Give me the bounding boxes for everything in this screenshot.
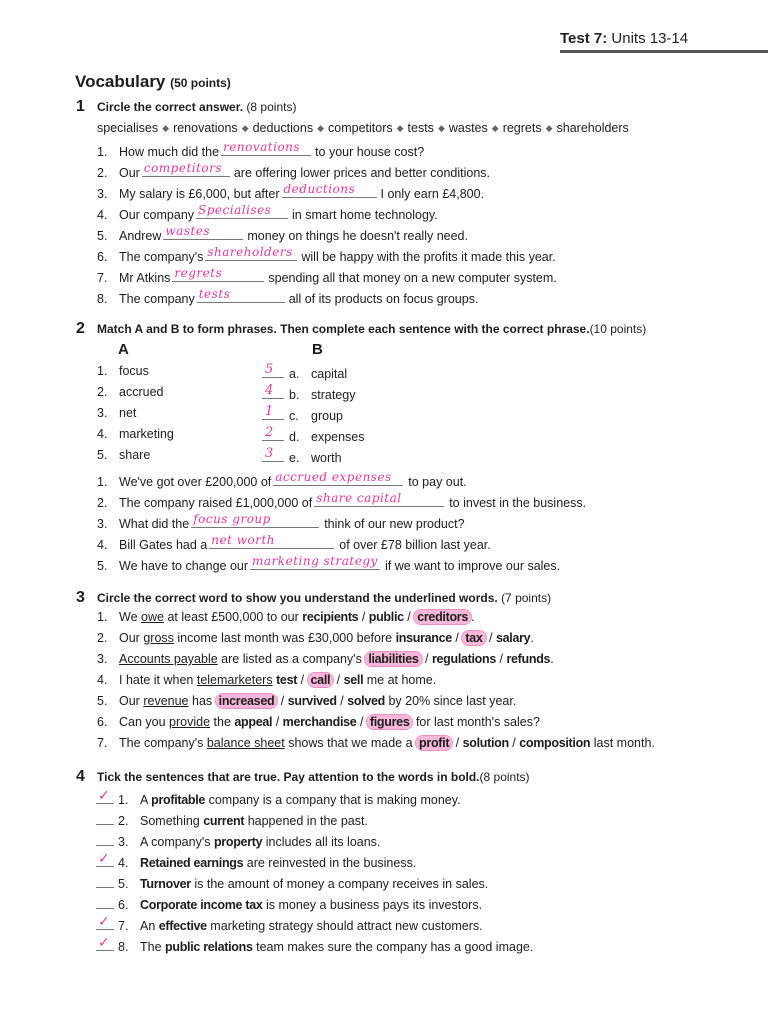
handwritten-answer: shareholders bbox=[207, 245, 293, 259]
word-separator-icon: ◆ bbox=[241, 123, 249, 134]
tick-icon: ✓ bbox=[98, 788, 110, 804]
bold-term: Turnover bbox=[140, 877, 191, 891]
item-number: 3. bbox=[97, 406, 108, 420]
item-text: income last month was £30,000 before bbox=[177, 631, 393, 645]
handwritten-answer: Specialises bbox=[198, 203, 272, 217]
section-1-points: (8 points) bbox=[246, 100, 297, 114]
item-number: 3. bbox=[97, 652, 108, 666]
item-text-before: Our bbox=[119, 166, 140, 180]
tick-box[interactable] bbox=[96, 812, 114, 825]
handwritten-match-number: 3 bbox=[265, 446, 274, 461]
answer-blank[interactable] bbox=[221, 142, 311, 156]
column-b-text: strategy bbox=[311, 388, 356, 402]
underlined-word: balance sheet bbox=[206, 736, 285, 750]
true-false-item bbox=[96, 851, 417, 870]
answer-blank[interactable] bbox=[273, 472, 403, 486]
handwritten-answer: share capital bbox=[316, 491, 402, 505]
item-number: 1. bbox=[97, 475, 108, 489]
fill-in-item bbox=[97, 142, 424, 159]
true-false-item bbox=[96, 812, 368, 828]
section-4-instruction-text: Tick the sentences that are true. Pay attention to the words in bold. bbox=[97, 770, 480, 784]
section-3-number: 3 bbox=[76, 589, 85, 606]
column-b-text: expenses bbox=[311, 430, 365, 444]
column-a-text: focus bbox=[119, 364, 149, 378]
bold-term: public relations bbox=[165, 940, 253, 954]
handwritten-answer: focus group bbox=[193, 512, 271, 526]
section-3-instruction bbox=[97, 591, 551, 605]
circled-option[interactable]: call bbox=[308, 673, 334, 687]
item-number: 1. bbox=[97, 364, 108, 378]
match-answer-blank[interactable] bbox=[262, 427, 284, 441]
item-number: 1. bbox=[118, 793, 129, 807]
answer-blank[interactable] bbox=[197, 289, 285, 303]
section-1-instruction bbox=[97, 100, 296, 114]
phrase-sentence bbox=[97, 556, 560, 573]
item-number: 3. bbox=[97, 187, 108, 201]
word-separator-icon: ◆ bbox=[162, 123, 170, 134]
column-a-text: net bbox=[119, 406, 137, 420]
item-number: 7. bbox=[97, 271, 108, 285]
fill-in-item bbox=[97, 163, 490, 180]
handwritten-answer: wastes bbox=[165, 224, 211, 238]
true-false-item bbox=[96, 935, 534, 954]
item-number: 4. bbox=[97, 673, 108, 687]
item-text: A bbox=[140, 793, 148, 807]
handwritten-answer: regrets bbox=[174, 266, 223, 280]
underlined-word: Accounts payable bbox=[119, 652, 218, 666]
match-answer-blank[interactable] bbox=[262, 385, 284, 399]
underlined-word: telemarketers bbox=[196, 673, 273, 687]
sentence-text-after: think of our new product? bbox=[324, 517, 465, 531]
answer-blank[interactable] bbox=[163, 226, 243, 240]
match-answer-blank[interactable] bbox=[262, 364, 284, 378]
item-text: last month. bbox=[593, 736, 655, 750]
circle-word-item: 4. I hate it when telemarketers test / call / sell me at home. bbox=[97, 673, 437, 687]
handwritten-answer: net worth bbox=[211, 533, 275, 547]
item-text: marketing strategy should attract new customers. bbox=[210, 919, 483, 933]
bold-term: current bbox=[203, 814, 245, 828]
circled-option[interactable]: tax bbox=[462, 631, 485, 645]
sentence-text-after: to invest in the business. bbox=[449, 496, 587, 510]
item-text: team makes sure the company has a good image. bbox=[256, 940, 534, 954]
column-b-item bbox=[262, 364, 347, 381]
tick-box[interactable] bbox=[96, 935, 114, 951]
fill-in-item bbox=[97, 247, 556, 264]
item-text-after: to your house cost? bbox=[315, 145, 425, 159]
word-bank-word: regrets bbox=[502, 121, 542, 135]
handwritten-match-number: 5 bbox=[265, 362, 274, 377]
item-text-after: money on things he doesn't really need. bbox=[247, 229, 468, 243]
item-text: An bbox=[140, 919, 156, 933]
tick-icon: ✓ bbox=[98, 851, 110, 867]
word-option[interactable]: salary bbox=[495, 631, 531, 645]
answer-blank[interactable] bbox=[209, 535, 334, 549]
true-false-item bbox=[96, 788, 461, 807]
item-text-after: spending all that money on a new computer system. bbox=[268, 271, 557, 285]
word-option[interactable]: sell bbox=[343, 673, 364, 687]
bold-term: profitable bbox=[151, 793, 206, 807]
item-number: 8. bbox=[118, 940, 129, 954]
word-option[interactable]: recipients bbox=[302, 610, 359, 624]
item-number: 6. bbox=[97, 715, 108, 729]
word-bank-word: renovations bbox=[173, 121, 238, 135]
bold-term: Corporate income tax bbox=[140, 898, 263, 912]
circle-word-item: 5. Our revenue has increased / survived / solved by 20% since last year. bbox=[97, 694, 517, 708]
answer-blank[interactable] bbox=[191, 514, 319, 528]
sentence-text-after: to pay out. bbox=[408, 475, 467, 489]
phrase-sentence bbox=[97, 493, 586, 510]
item-number: 5. bbox=[97, 448, 108, 462]
item-text: has bbox=[192, 694, 213, 708]
item-number: 1. bbox=[97, 610, 108, 624]
phrase-sentence bbox=[97, 472, 467, 489]
answer-blank[interactable] bbox=[205, 247, 297, 261]
item-text-before: My salary is £6,000, but after bbox=[119, 187, 280, 201]
test-title bbox=[560, 30, 768, 47]
word-option[interactable]: solved bbox=[347, 694, 385, 708]
item-text: for last month's sales? bbox=[415, 715, 540, 729]
column-a-text: accrued bbox=[119, 385, 164, 399]
test-label: Test 7: bbox=[560, 30, 608, 47]
item-number: 7. bbox=[118, 919, 129, 933]
item-text-before: Our company bbox=[119, 208, 195, 222]
true-false-item bbox=[96, 833, 380, 849]
item-number: 4. bbox=[97, 538, 108, 552]
item-text: is the amount of money a company receives in sales. bbox=[194, 877, 489, 891]
circle-word-item: 2. Our gross income last month was £30,000 before insurance / tax / salary. bbox=[97, 631, 534, 645]
true-false-item bbox=[96, 875, 488, 891]
word-option[interactable]: regulations bbox=[431, 652, 497, 666]
item-text: We bbox=[119, 610, 138, 624]
column-a-item bbox=[97, 448, 150, 462]
item-text: at least £500,000 to our bbox=[167, 610, 299, 624]
item-text-after: will be happy with the profits it made this year. bbox=[301, 250, 556, 264]
column-b-item bbox=[262, 427, 365, 444]
column-b-item bbox=[262, 385, 355, 402]
bold-term: Retained earnings bbox=[140, 856, 244, 870]
item-text: . bbox=[471, 610, 475, 624]
fill-in-item bbox=[97, 289, 478, 306]
vocabulary-title: Vocabulary bbox=[75, 72, 166, 91]
word-bank-word: tests bbox=[407, 121, 434, 135]
match-answer-blank[interactable] bbox=[262, 406, 284, 420]
column-a-item bbox=[97, 427, 174, 441]
column-b-heading: B bbox=[312, 341, 323, 358]
word-option[interactable]: composition bbox=[519, 736, 591, 750]
word-separator-icon: ◆ bbox=[437, 123, 445, 134]
column-b-letter: e. bbox=[289, 451, 300, 465]
item-text-before: Mr Atkins bbox=[119, 271, 171, 285]
item-text: the bbox=[213, 715, 231, 729]
word-option[interactable]: survived bbox=[287, 694, 337, 708]
fill-in-item bbox=[97, 184, 484, 201]
tick-box[interactable] bbox=[96, 788, 114, 804]
bold-term: property bbox=[213, 835, 263, 849]
answer-blank[interactable] bbox=[282, 184, 377, 198]
underlined-word: gross bbox=[143, 631, 174, 645]
answer-blank[interactable] bbox=[314, 493, 444, 507]
answer-blank[interactable] bbox=[250, 556, 380, 570]
item-number: 5. bbox=[97, 229, 108, 243]
handwritten-answer: renovations bbox=[223, 140, 301, 154]
handwritten-answer: competitors bbox=[143, 161, 223, 175]
tick-box[interactable] bbox=[96, 875, 114, 888]
word-option[interactable]: refunds bbox=[506, 652, 551, 666]
column-a-item bbox=[97, 385, 163, 399]
word-bank-word: wastes bbox=[448, 121, 488, 135]
tick-icon: ✓ bbox=[98, 935, 110, 951]
word-option[interactable]: test bbox=[276, 673, 298, 687]
section-4-instruction bbox=[97, 770, 530, 784]
item-text: Our bbox=[119, 631, 140, 645]
word-option[interactable]: public bbox=[368, 610, 404, 624]
tick-box[interactable] bbox=[96, 896, 114, 909]
item-text: is money a business pays its investors. bbox=[266, 898, 483, 912]
circled-option[interactable]: profit bbox=[416, 736, 452, 750]
word-bank bbox=[97, 121, 629, 135]
sentence-text-before: The company raised £1,000,000 of bbox=[119, 496, 313, 510]
units-label: Units 13-14 bbox=[611, 30, 689, 47]
fill-in-item bbox=[97, 226, 468, 243]
section-3-instruction-text: Circle the correct word to show you understand the underlined words. bbox=[97, 591, 498, 605]
column-b-item bbox=[262, 406, 343, 423]
word-option[interactable]: merchandise bbox=[282, 715, 357, 729]
item-text: shows that we made a bbox=[288, 736, 413, 750]
column-b-letter: c. bbox=[289, 409, 299, 423]
item-text-after: in smart home technology. bbox=[292, 208, 438, 222]
circle-word-item: 6. Can you provide the appeal / merchandise / figures for last month's sales? bbox=[97, 715, 540, 729]
sentence-text-after: of over £78 billion last year. bbox=[339, 538, 491, 552]
handwritten-answer: tests bbox=[198, 287, 231, 301]
item-text-after: I only earn £4,800. bbox=[380, 187, 485, 201]
sentence-text-before: We have to change our bbox=[119, 559, 249, 573]
item-text: The bbox=[140, 940, 162, 954]
column-b-letter: b. bbox=[289, 388, 300, 402]
word-separator-icon: ◆ bbox=[396, 123, 404, 134]
sentence-text-before: Bill Gates had a bbox=[119, 538, 208, 552]
item-number: 5. bbox=[118, 877, 129, 891]
answer-blank[interactable] bbox=[196, 205, 288, 219]
answer-blank[interactable] bbox=[142, 163, 230, 177]
item-text: . bbox=[550, 652, 554, 666]
word-option[interactable]: appeal bbox=[234, 715, 273, 729]
item-number: 5. bbox=[97, 559, 108, 573]
item-number: 5. bbox=[97, 694, 108, 708]
section-2-points: (10 points) bbox=[589, 322, 647, 336]
phrase-sentence bbox=[97, 535, 491, 552]
item-number: 4. bbox=[118, 856, 129, 870]
item-text: The company's bbox=[119, 736, 204, 750]
item-text: includes all its loans. bbox=[265, 835, 381, 849]
circle-word-item: 1. We owe at least £500,000 to our recipients / public / creditors . bbox=[97, 610, 475, 624]
handwritten-answer: marketing strategy bbox=[252, 554, 378, 568]
item-number: 1. bbox=[97, 145, 108, 159]
true-false-item bbox=[96, 896, 482, 912]
circled-option[interactable]: liabilities bbox=[365, 652, 421, 666]
sentence-text-before: What did the bbox=[119, 517, 190, 531]
column-a-item bbox=[97, 364, 149, 378]
item-text: . bbox=[530, 631, 534, 645]
underlined-word: owe bbox=[141, 610, 164, 624]
header-rule bbox=[560, 50, 768, 53]
fill-in-item bbox=[97, 268, 557, 285]
fill-in-item bbox=[97, 205, 438, 222]
item-text: company is a company that is making money. bbox=[208, 793, 461, 807]
page-header bbox=[560, 30, 768, 47]
match-answer-blank[interactable] bbox=[262, 448, 284, 462]
item-text-after: all of its products on focus groups. bbox=[288, 292, 479, 306]
handwritten-match-number: 4 bbox=[265, 383, 274, 398]
column-a-text: marketing bbox=[119, 427, 174, 441]
tick-box[interactable] bbox=[96, 851, 114, 867]
item-number: 2. bbox=[97, 385, 108, 399]
column-b-text: group bbox=[311, 409, 343, 423]
item-text: Something bbox=[140, 814, 200, 828]
section-4-number: 4 bbox=[76, 768, 85, 785]
underlined-word: provide bbox=[169, 715, 211, 729]
item-text-before: Andrew bbox=[119, 229, 162, 243]
handwritten-match-number: 1 bbox=[265, 404, 274, 419]
section-1-number: 1 bbox=[76, 98, 85, 115]
section-2-number: 2 bbox=[76, 320, 85, 337]
item-text-before: The company bbox=[119, 292, 195, 306]
vocabulary-points: (50 points) bbox=[170, 76, 231, 90]
item-number: 4. bbox=[97, 427, 108, 441]
column-a-item bbox=[97, 406, 136, 420]
column-b-item bbox=[262, 448, 342, 465]
section-2-instruction-text: Match A and B to form phrases. Then complete each sentence with the correct phrase. bbox=[97, 322, 590, 336]
word-separator-icon: ◆ bbox=[545, 123, 553, 134]
item-text: are reinvested in the business. bbox=[246, 856, 417, 870]
column-a-text: share bbox=[119, 448, 151, 462]
word-option[interactable]: solution bbox=[462, 736, 509, 750]
item-text-before: The company's bbox=[119, 250, 204, 264]
section-4-points: (8 points) bbox=[479, 770, 530, 784]
phrase-sentence bbox=[97, 514, 465, 531]
item-number: 6. bbox=[118, 898, 129, 912]
item-number: 8. bbox=[97, 292, 108, 306]
item-number: 3. bbox=[118, 835, 129, 849]
item-number: 2. bbox=[97, 496, 108, 510]
column-b-letter: a. bbox=[289, 367, 300, 381]
vocabulary-heading bbox=[75, 72, 231, 92]
word-bank-word: specialises bbox=[97, 121, 159, 135]
underlined-word: revenue bbox=[143, 694, 189, 708]
item-text: I hate it when bbox=[119, 673, 194, 687]
tick-box[interactable] bbox=[96, 914, 114, 930]
item-text: by 20% since last year. bbox=[388, 694, 517, 708]
item-number: 2. bbox=[97, 166, 108, 180]
tick-box[interactable] bbox=[96, 833, 114, 846]
column-b-letter: d. bbox=[289, 430, 300, 444]
true-false-item bbox=[96, 914, 483, 933]
handwritten-answer: accrued expenses bbox=[275, 470, 392, 484]
word-bank-word: competitors bbox=[328, 121, 393, 135]
item-text-after: are offering lower prices and better conditions. bbox=[233, 166, 491, 180]
tick-icon: ✓ bbox=[98, 914, 110, 930]
sentence-text-before: We've got over £200,000 of bbox=[119, 475, 272, 489]
word-separator-icon: ◆ bbox=[491, 123, 499, 134]
handwritten-match-number: 2 bbox=[265, 425, 274, 440]
word-bank-word: shareholders bbox=[556, 121, 629, 135]
item-text: me at home. bbox=[366, 673, 437, 687]
item-number: 4. bbox=[97, 208, 108, 222]
word-bank-word: deductions bbox=[252, 121, 314, 135]
bold-term: effective bbox=[158, 919, 207, 933]
circle-word-item: 3. Accounts payable are listed as a company's liabilities / regulations / refunds. bbox=[97, 652, 554, 666]
item-number: 2. bbox=[118, 814, 129, 828]
item-text: Can you bbox=[119, 715, 166, 729]
item-text: A company's bbox=[140, 835, 211, 849]
circled-option[interactable]: figures bbox=[367, 715, 413, 729]
word-separator-icon: ◆ bbox=[317, 123, 324, 134]
column-b-text: capital bbox=[311, 367, 348, 381]
item-number: 3. bbox=[97, 517, 108, 531]
item-text: happened in the past. bbox=[247, 814, 368, 828]
section-1-instruction-text: Circle the correct answer. bbox=[97, 100, 244, 114]
section-2-instruction bbox=[97, 322, 646, 336]
answer-blank[interactable] bbox=[172, 268, 264, 282]
section-3-points: (7 points) bbox=[501, 591, 552, 605]
circled-option[interactable]: increased bbox=[216, 694, 278, 708]
item-text: are listed as a company's bbox=[221, 652, 362, 666]
item-number: 6. bbox=[97, 250, 108, 264]
item-text: Our bbox=[119, 694, 140, 708]
circled-option[interactable]: creditors bbox=[414, 610, 471, 624]
sentence-text-after: if we want to improve our sales. bbox=[385, 559, 561, 573]
item-text-before: How much did the bbox=[119, 145, 220, 159]
circle-word-item: 7. The company's balance sheet shows that we made a profit / solution / composition last month. bbox=[97, 736, 655, 750]
column-a-heading: A bbox=[118, 341, 129, 358]
item-number: 7. bbox=[97, 736, 108, 750]
handwritten-answer: deductions bbox=[283, 182, 356, 196]
item-number: 2. bbox=[97, 631, 108, 645]
column-b-text: worth bbox=[311, 451, 342, 465]
word-option[interactable]: insurance bbox=[395, 631, 452, 645]
